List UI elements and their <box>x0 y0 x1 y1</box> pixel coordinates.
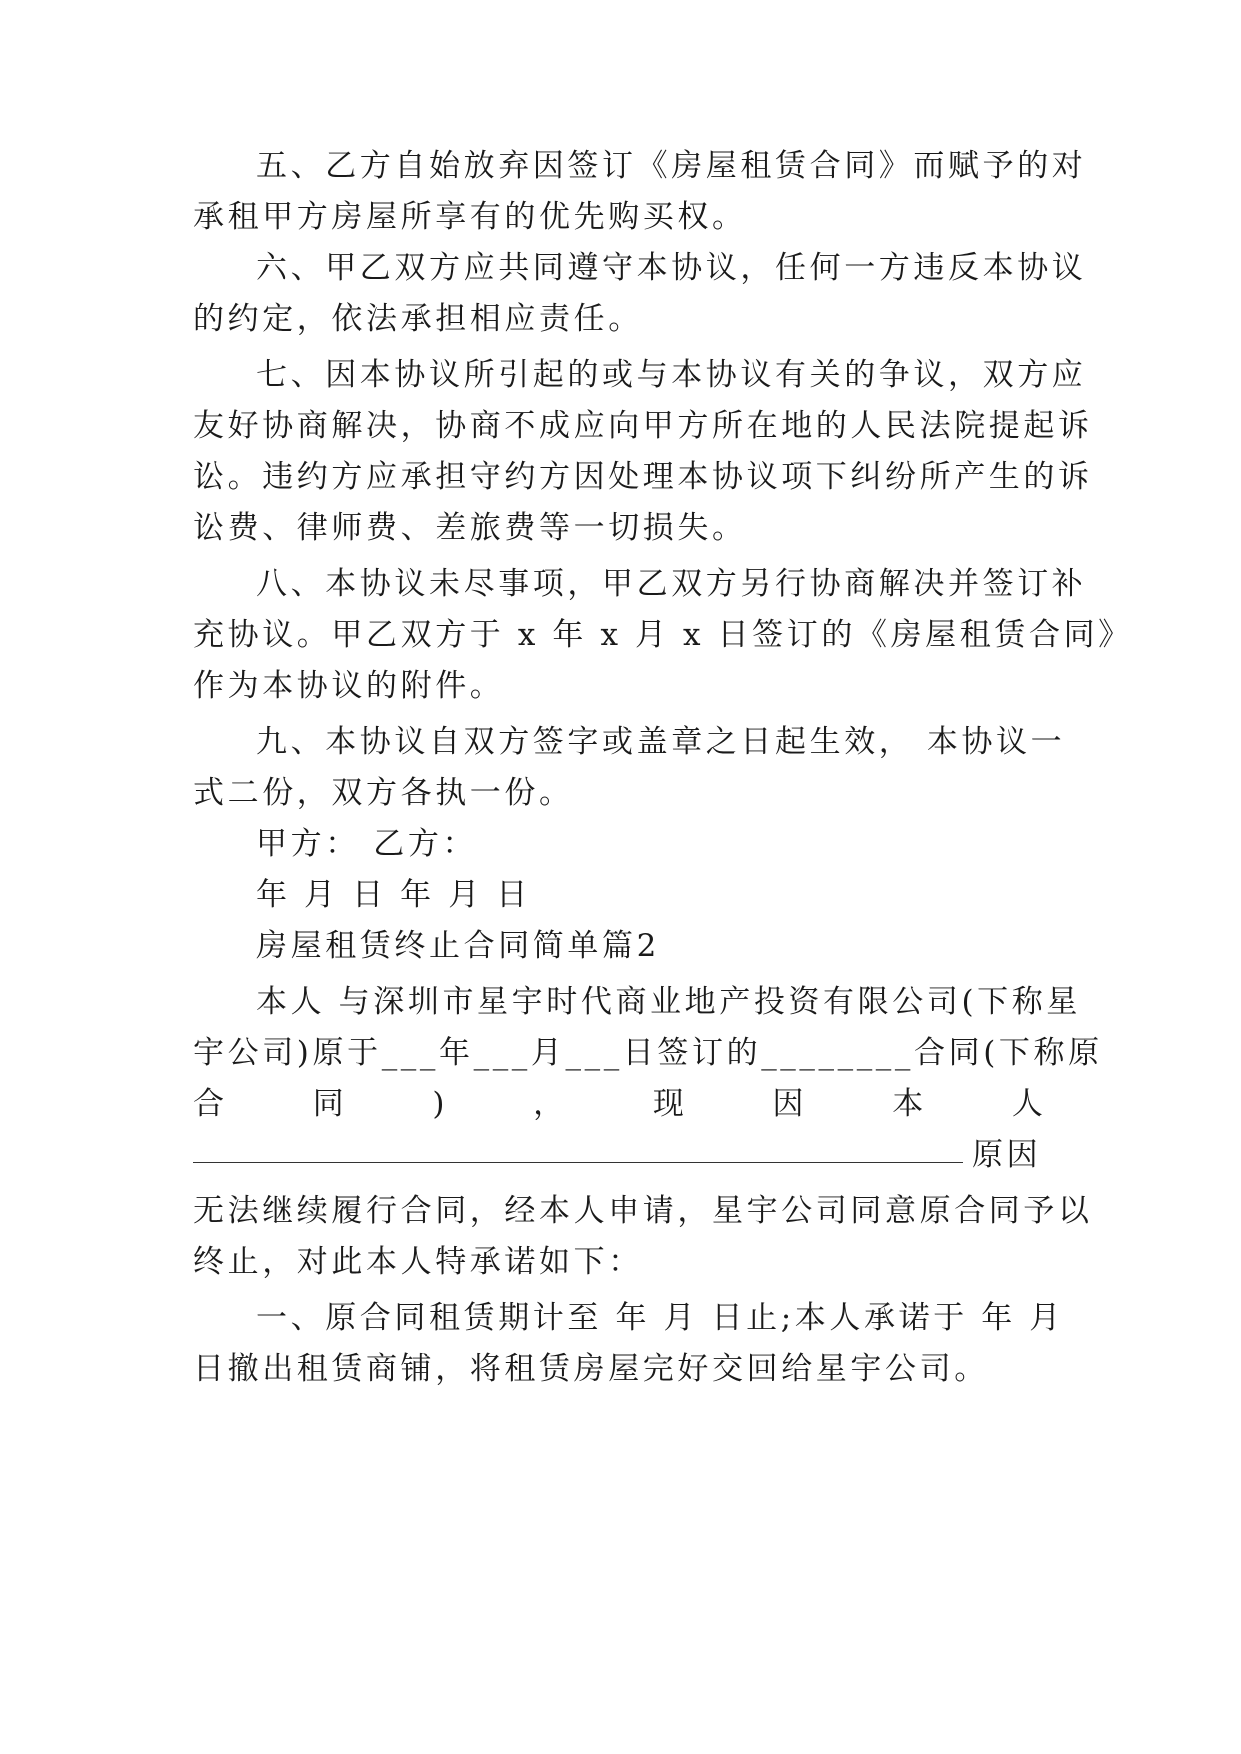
clause-6-line-1: 六、甲乙双方应共同遵守本协议，任何一方违反本协议 <box>256 250 1087 286</box>
intro-word: 本 <box>892 1086 924 1122</box>
clause-9-line-2: 式二份，双方各执一份。 <box>193 775 574 811</box>
intro-line-3 <box>193 1084 1043 1124</box>
intro-word: 合 <box>193 1086 224 1122</box>
intro-word: 同 <box>312 1086 344 1122</box>
clause-9-line-1: 九、本协议自双方签字或盖章之日起生效， 本协议一 <box>256 724 1066 760</box>
clause-8-line-3: 作为本协议的附件。 <box>193 668 505 704</box>
clause-7-line-1: 七、因本协议所引起的或与本协议有关的争议，双方应 <box>256 357 1087 393</box>
intro-word: 现 <box>652 1086 684 1122</box>
section-title: 房屋租赁终止合同简单篇2 <box>256 928 660 964</box>
intro-word: 人 <box>1011 1086 1043 1122</box>
intro-word: ) <box>432 1086 445 1122</box>
clause-7-line-3: 讼。违约方应承担守约方因处理本协议项下纠纷所产生的诉 <box>193 459 1093 495</box>
item-1-line-1: 一、原合同租赁期计至 年 月 日止;本人承诺于 年 月 <box>256 1300 1064 1336</box>
intro-line-4-tail: 原因 <box>972 1137 1042 1173</box>
clause-5-line-2: 承租甲方房屋所享有的优先购买权。 <box>193 199 747 235</box>
item-1-line-2: 日撤出租赁商铺，将租赁房屋完好交回给星宇公司。 <box>193 1351 989 1387</box>
clause-5-line-1: 五、乙方自始放弃因签订《房屋租赁合同》而赋予的对 <box>256 148 1087 184</box>
intro-line-1: 本人 与深圳市星宇时代商业地产投资有限公司(下称星 <box>256 984 1081 1020</box>
intro-line-5: 无法继续履行合同，经本人申请，星宇公司同意原合同予以 <box>193 1193 1093 1229</box>
clause-8-line-2: 充协议。甲乙双方于 x 年 x 月 x 日签订的《房屋租赁合同》 <box>193 617 1133 653</box>
clause-7-line-2: 友好协商解决，协商不成应向甲方所在地的人民法院提起诉 <box>193 408 1093 444</box>
clause-6-line-2: 的约定，依法承担相应责任。 <box>193 301 643 337</box>
clause-8-line-1: 八、本协议未尽事项，甲乙双方另行协商解决并签订补 <box>256 566 1087 602</box>
blank-reason-underline <box>193 1162 963 1163</box>
signature-parties: 甲方： 乙方： <box>256 826 478 862</box>
clause-7-line-4: 讼费、律师费、差旅费等一切损失。 <box>193 510 747 546</box>
intro-line-6: 终止，对此本人特承诺如下： <box>193 1244 643 1280</box>
intro-word: ， <box>533 1086 565 1122</box>
signature-dates: 年 月 日 年 月 日 <box>256 877 531 913</box>
intro-word: 因 <box>772 1086 804 1122</box>
intro-line-2: 宇公司)原于___年___月___日签订的________合同(下称原 <box>193 1035 1103 1071</box>
